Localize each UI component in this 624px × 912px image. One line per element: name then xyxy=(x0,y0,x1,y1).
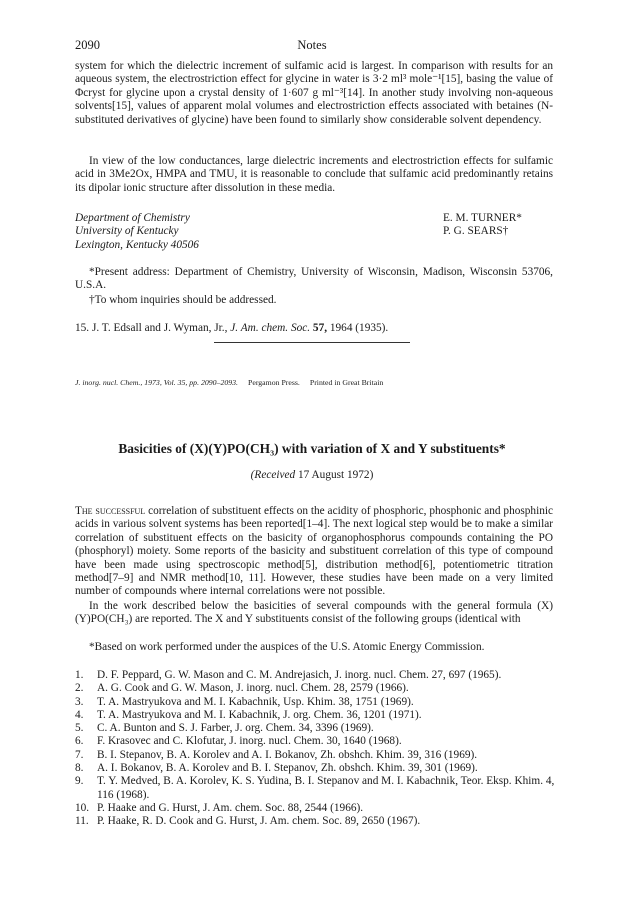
reference-number: 3. xyxy=(75,695,84,708)
footnote-inquiries: †To whom inquiries should be addressed. xyxy=(89,294,277,306)
body-paragraph-1-text: correlation of substituent effects on the acidity of phosphoric, phosphonic and phosphinic acids in various solvent systems has been reported[1–4]. The next logical step would be to make a similar correlation of substituent effects on the basicity of organophosphorus compounds containing the PO (phosphoryl) moiety. Some reports of the basicity and substituent correlation of this type of compound have been made using spectroscopic method[5], distribution method[6], potentiometric titration method[7–9] and NMR method[10, 11]. However, these studies have been made on a very limited number of compounds where internal correlations were not possible. xyxy=(75,505,554,598)
reference-number: 6. xyxy=(75,735,84,748)
reference-number: 2. xyxy=(75,682,84,695)
body-paragraph-2: In the work described below the basicities of several compounds with the general formula (X)(Y)PO(CH₃) are reported. The X and Y substituents consist of the following groups (identical with xyxy=(75,600,553,626)
affiliation-department: Department of Chemistry xyxy=(75,212,190,224)
reference-volume: 57, xyxy=(312,322,328,334)
reference-number: 8. xyxy=(75,762,84,775)
received-date xyxy=(0,469,624,481)
received-day: 17 August 1972) xyxy=(298,469,374,481)
reference-item xyxy=(75,815,555,828)
reference-text: P. Haake, R. D. Cook and G. Hurst, J. Am. chem. Soc. 89, 2650 (1967). xyxy=(97,815,421,828)
reference-text: B. I. Stepanov, B. A. Korolev and A. I. Bokanov, Zh. obshch. Khim. 39, 316 (1969). xyxy=(97,748,478,761)
publisher: Pergamon Press. xyxy=(248,378,300,387)
printed-in: Printed in Great Britain xyxy=(309,378,384,387)
affiliation-block xyxy=(75,212,199,252)
paragraph-continuation: system for which the dielectric increment of sulfamic acid is largest. In comparison with results for an aqueous system, the electrostriction effect for glycine in water is 3·2 ml³ mole⁻¹[15], basing the value of Φcryst for glycine upon a crystal density of 1·607 g ml⁻³[14]. In another study involving non-aqueous solvents[15], values of apparent molal volumes and electrostriction effects associated with betaines (N-substituted derivatives of glycine) have been found to similarly show considerable solvent dependency. xyxy=(75,60,553,126)
reference-number: 7. xyxy=(75,748,84,761)
page-number: 2090 xyxy=(75,38,100,52)
author-turner: E. M. TURNER* xyxy=(443,212,522,224)
journal-citation: J. inorg. nucl. Chem., 1973, Vol. 35, pp. 2090–2093. xyxy=(75,378,239,387)
reference-text: F. Krasovec and C. Klofutar, J. inorg. nucl. Chem. 30, 1640 (1968). xyxy=(97,735,402,748)
reference-item xyxy=(75,749,555,762)
article-title: Basicities of (X)(Y)PO(CH₃) with variation of X and Y substituents* xyxy=(118,441,506,456)
reference-number: 9. xyxy=(75,775,84,788)
reference-15 xyxy=(75,322,553,335)
reference-text: D. F. Peppard, G. W. Mason and C. M. Andrejasich, J. inorg. nucl. Chem. 27, 697 (1965). xyxy=(97,669,502,681)
received-label: (Received xyxy=(250,469,296,481)
footnote-aec: *Based on work performed under the auspices of the U.S. Atomic Energy Commission. xyxy=(89,641,485,653)
reference-number: 11. xyxy=(75,815,89,828)
reference-list xyxy=(75,669,555,829)
reference-item xyxy=(75,775,555,802)
footnote-present-address: *Present address: Department of Chemistry, University of Wisconsin, Madison, Wisconsin 53706, U.S.A. xyxy=(75,266,553,292)
reference-text: T. Y. Medved, B. A. Korolev, K. S. Yudina, B. I. Stepanov and M. I. Kabachnik, Teor. Eksp. Khim. 4, 116 (1968). xyxy=(97,775,555,801)
journal-citation-line xyxy=(75,378,383,387)
reference-journal: J. Am. chem. Soc. xyxy=(230,322,311,334)
affiliation-university: University of Kentucky xyxy=(75,225,179,238)
reference-text: A. I. Bokanov, B. A. Korolev and B. I. Stepanov, Zh. obshch. Khim. 39, 301 (1969). xyxy=(97,762,478,775)
reference-number: 4. xyxy=(75,708,84,721)
author-block xyxy=(443,212,522,239)
affiliation-location: Lexington, Kentucky 40506 xyxy=(75,238,199,251)
reference-item xyxy=(75,696,555,709)
reference-number: 10. xyxy=(75,801,90,814)
reference-text: C. A. Bunton and S. J. Farber, J. org. Chem. 34, 3396 (1969). xyxy=(97,722,374,735)
reference-item xyxy=(75,802,555,815)
reference-item xyxy=(75,762,555,775)
paragraph-conclusion: In view of the low conductances, large dielectric increments and electrostriction effects for sulfamic acid in 3Me2Ox, HMPA and TMU, it is reasonable to conclude that sulfamic acid predominantly retains its dipolar ionic structure after dissolution in these media. xyxy=(75,155,553,194)
reference-number: 5. xyxy=(75,722,84,735)
reference-number: 15. xyxy=(75,322,90,334)
section-divider xyxy=(214,342,410,343)
reference-number: 1. xyxy=(75,669,84,681)
reference-item xyxy=(75,709,555,722)
reference-item xyxy=(75,669,555,682)
reference-text: P. Haake and G. Hurst, J. Am. chem. Soc. 88, 2544 (1966). xyxy=(97,801,364,814)
lead-small-caps: The successful xyxy=(75,505,146,517)
reference-item xyxy=(75,722,555,735)
body-paragraph-1 xyxy=(75,505,553,599)
reference-text: T. A. Mastryukova and M. I. Kabachnik, Usp. Khim. 38, 1751 (1969). xyxy=(97,695,414,708)
reference-text: A. G. Cook and G. W. Mason, J. inorg. nucl. Chem. 28, 2579 (1966). xyxy=(97,682,409,695)
reference-pages-year: 1964 (1935). xyxy=(329,322,389,334)
reference-item xyxy=(75,682,555,695)
reference-text: T. A. Mastryukova and M. I. Kabachnik, J. org. Chem. 36, 1201 (1971). xyxy=(97,708,422,721)
running-header-title: Notes xyxy=(297,38,327,52)
author-sears: P. G. SEARS† xyxy=(443,225,509,238)
reference-item xyxy=(75,735,555,748)
reference-authors: J. T. Edsall and J. Wyman, Jr., xyxy=(91,322,228,334)
